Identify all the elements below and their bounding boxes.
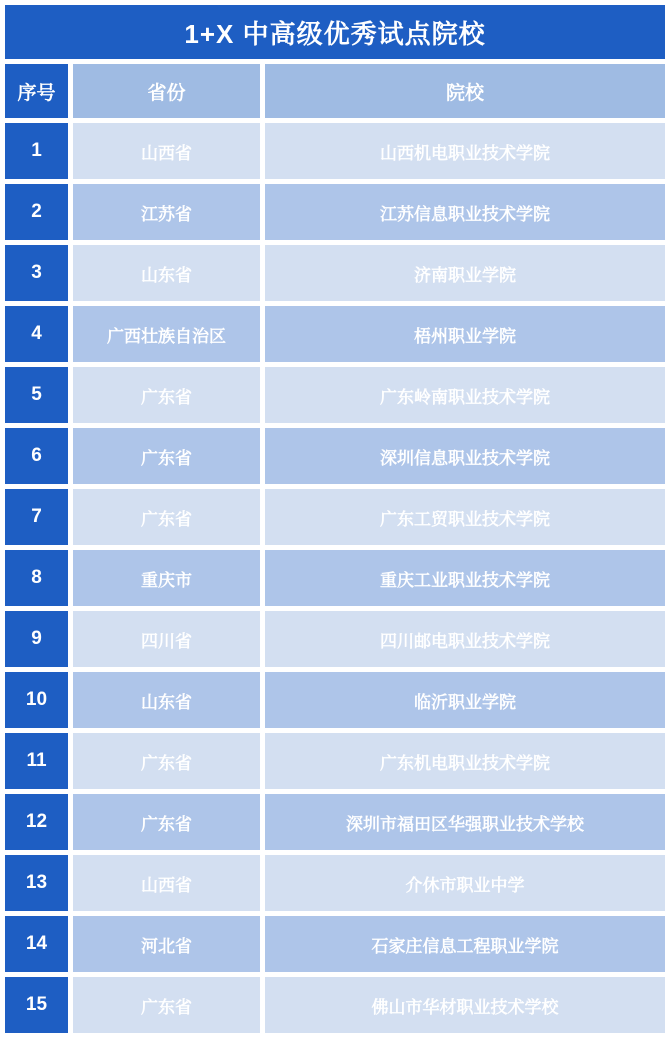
- table-row: [5, 184, 665, 240]
- row-index: 9: [5, 611, 68, 667]
- table-row: [5, 123, 665, 179]
- table-row: [5, 916, 665, 972]
- table-row: [5, 611, 665, 667]
- row-index: 2: [5, 184, 68, 240]
- row-school: 石家庄信息工程职业学院: [265, 916, 665, 972]
- table-row: [5, 306, 665, 362]
- table-row: [5, 733, 665, 789]
- table-title: 1+X 中高级优秀试点院校: [5, 5, 665, 59]
- row-school: 深圳市福田区华强职业技术学校: [265, 794, 665, 850]
- row-school: 广东机电职业技术学院: [265, 733, 665, 789]
- row-index: 8: [5, 550, 68, 606]
- row-province: 广东省: [73, 977, 260, 1033]
- row-school: 广东岭南职业技术学院: [265, 367, 665, 423]
- row-index: 4: [5, 306, 68, 362]
- table-body: [5, 123, 665, 1033]
- row-province: 广东省: [73, 794, 260, 850]
- row-index: 5: [5, 367, 68, 423]
- row-province: 四川省: [73, 611, 260, 667]
- row-province: 重庆市: [73, 550, 260, 606]
- table-row: [5, 367, 665, 423]
- row-school: 佛山市华材职业技术学校: [265, 977, 665, 1033]
- row-index: 14: [5, 916, 68, 972]
- row-province: 山东省: [73, 672, 260, 728]
- row-school: 介休市职业中学: [265, 855, 665, 911]
- row-province: 广东省: [73, 428, 260, 484]
- table-row: [5, 672, 665, 728]
- row-index: 13: [5, 855, 68, 911]
- table-row: [5, 794, 665, 850]
- row-school: 梧州职业学院: [265, 306, 665, 362]
- row-province: 广东省: [73, 367, 260, 423]
- row-school: 深圳信息职业技术学院: [265, 428, 665, 484]
- row-index: 10: [5, 672, 68, 728]
- table-row: [5, 428, 665, 484]
- header-row: [5, 64, 665, 118]
- header-school: 院校: [265, 64, 665, 118]
- row-province: 山东省: [73, 245, 260, 301]
- row-index: 11: [5, 733, 68, 789]
- row-province: 山西省: [73, 123, 260, 179]
- row-school: 重庆工业职业技术学院: [265, 550, 665, 606]
- row-province: 广西壮族自治区: [73, 306, 260, 362]
- header-index: 序号: [5, 64, 68, 118]
- table-row: [5, 977, 665, 1033]
- row-province: 河北省: [73, 916, 260, 972]
- table-row: [5, 550, 665, 606]
- row-index: 3: [5, 245, 68, 301]
- row-province: 山西省: [73, 855, 260, 911]
- row-index: 12: [5, 794, 68, 850]
- row-index: 6: [5, 428, 68, 484]
- row-province: 广东省: [73, 489, 260, 545]
- row-index: 1: [5, 123, 68, 179]
- row-province: 江苏省: [73, 184, 260, 240]
- row-school: 济南职业学院: [265, 245, 665, 301]
- table-row: [5, 245, 665, 301]
- row-school: 临沂职业学院: [265, 672, 665, 728]
- row-index: 7: [5, 489, 68, 545]
- table-row: [5, 855, 665, 911]
- table-row: [5, 489, 665, 545]
- row-school: 广东工贸职业技术学院: [265, 489, 665, 545]
- header-province: 省份: [73, 64, 260, 118]
- row-index: 15: [5, 977, 68, 1033]
- row-school: 江苏信息职业技术学院: [265, 184, 665, 240]
- row-school: 山西机电职业技术学院: [265, 123, 665, 179]
- row-school: 四川邮电职业技术学院: [265, 611, 665, 667]
- row-province: 广东省: [73, 733, 260, 789]
- title-row: [5, 5, 665, 59]
